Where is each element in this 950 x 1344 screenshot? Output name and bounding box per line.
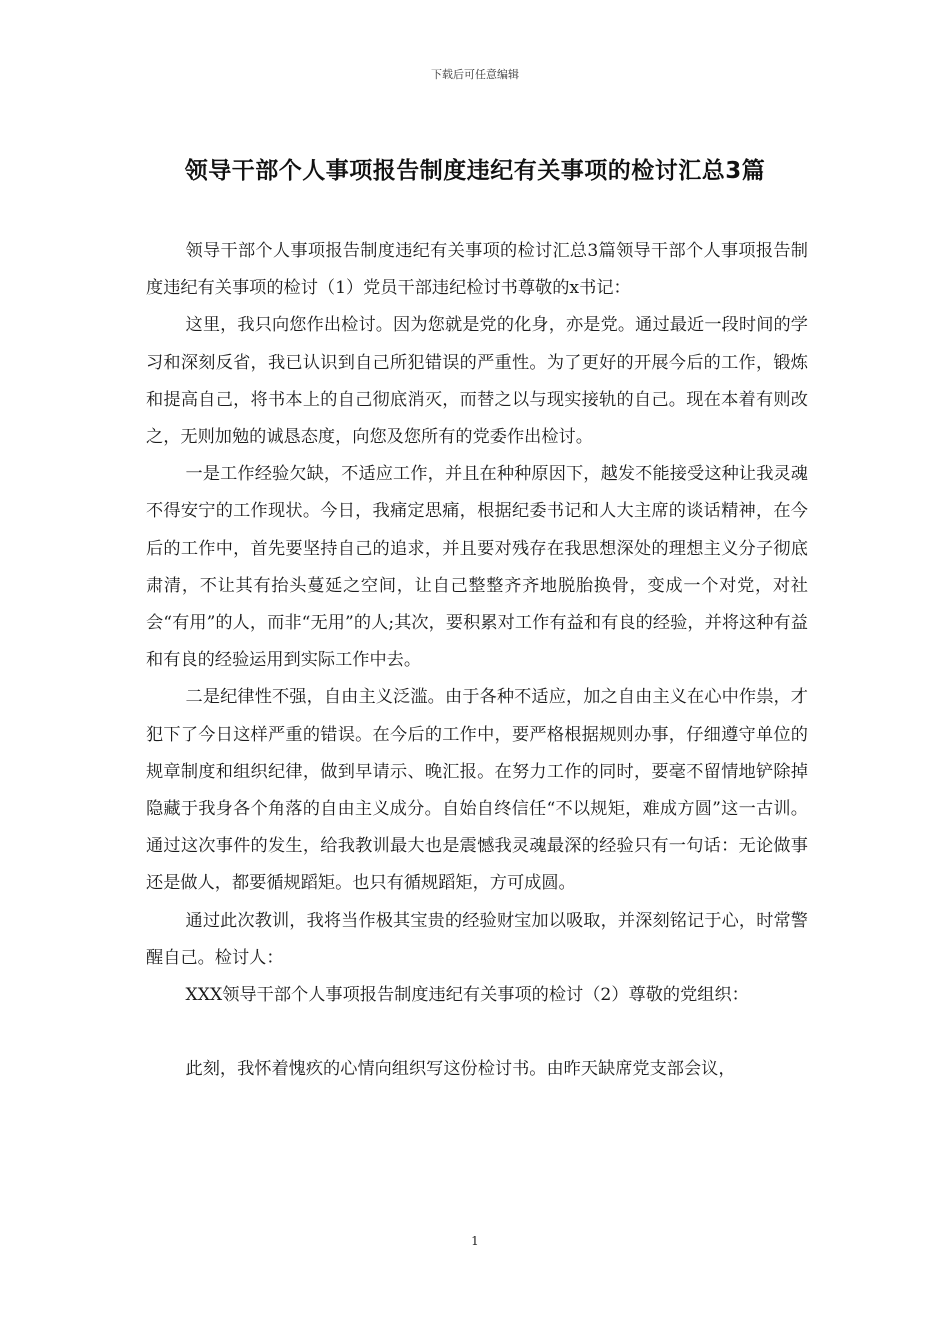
paragraph: 二是纪律性不强，自由主义泛滥。由于各种不适应，加之自由主义在心中作祟，才犯下了今日这样严重的错误。在今后的工作中，要严格根据规则办事，仔细遵守单位的规章制度和组织纪律，做到早请示、晚汇报。在努力工作的同时，要毫不留情地铲除掉隐藏于我身各个角落的自由主义成分。自始自终信任“不以规矩，难成方圆”这一古训。通过这次事件的发生，给我教训最大也是震憾我灵魂最深的经验只有一句话：无论做事还是做人，都要循规蹈矩。也只有循规蹈矩，方可成圆。 (146, 687, 808, 894)
page-number: 1 (471, 1234, 479, 1248)
paragraph: XXX领导干部个人事项报告制度违纪有关事项的检讨（2）尊敬的党组织： (185, 985, 749, 1006)
header-note: 下载后可任意编辑 (431, 68, 519, 81)
paragraph: 此刻，我怀着愧疚的心情向组织写这份检讨书。由昨天缺席党支部会议， (185, 1059, 736, 1080)
document-title: 领导干部个人事项报告制度违纪有关事项的检讨汇总3篇 (184, 158, 766, 184)
paragraph: 领导干部个人事项报告制度违纪有关事项的检讨汇总3篇领导干部个人事项报告制度违纪有关事项的检讨（1）党员干部违纪检讨书尊敬的x书记： (146, 241, 808, 299)
document-body (146, 233, 808, 1088)
paragraph: 通过此次教训，我将当作极其宝贵的经验财宝加以吸取，并深刻铭记于心，时常警醒自己。检讨人： (146, 910, 808, 968)
paragraph: 一是工作经验欠缺，不适应工作，并且在种种原因下，越发不能接受这种让我灵魂不得安宁的工作现状。今日，我痛定思痛，根据纪委书记和人大主席的谈话精神，在今后的工作中，首先要坚持自己的追求，并且要对残存在我思想深处的理想主义分子彻底肃清，不让其有抬头蔓延之空间，让自己整整齐齐地脱胎换骨，变成一个对党，对社会“有用”的人，而非“无用”的人;其次，要积累对工作有益和有良的经验，并将这种有益和有良的经验运用到实际工作中去。 (146, 464, 808, 671)
paragraph: 这里，我只向您作出检讨。因为您就是党的化身，亦是党。通过最近一段时间的学习和深刻反省，我已认识到自己所犯错误的严重性。为了更好的开展今后的工作，锻炼和提高自己，将书本上的自己彻底消灭，而替之以与现实接轨的自己。现在本着有则改之，无则加勉的诚恳态度，向您及您所有的党委作出检讨。 (146, 315, 808, 448)
